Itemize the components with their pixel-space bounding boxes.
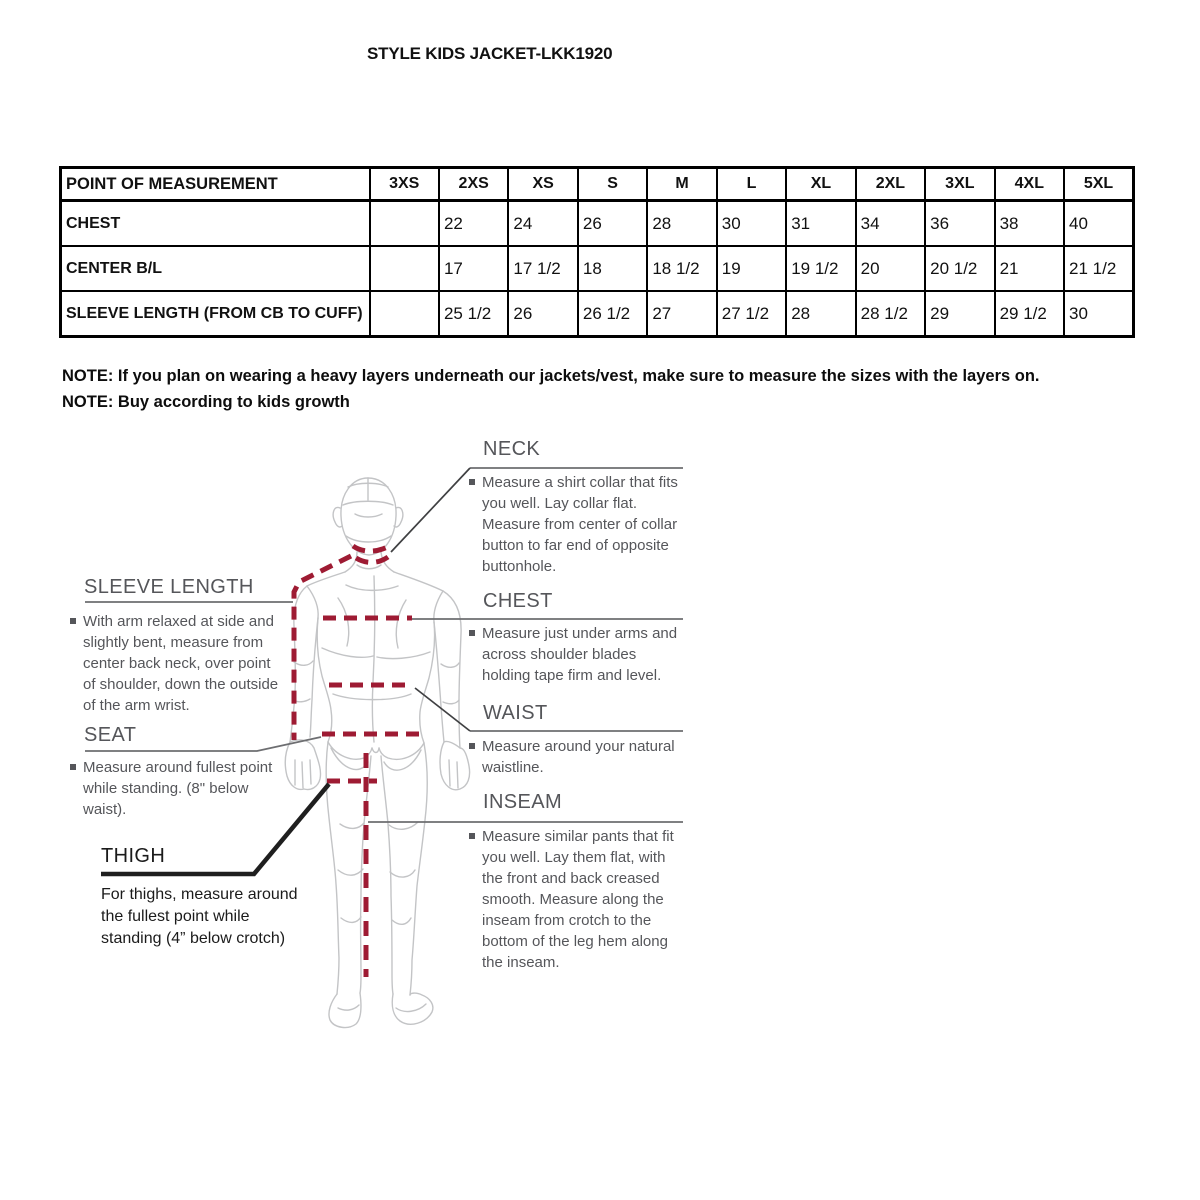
col-header-2xl: 2XL	[856, 168, 925, 201]
seat-heading: SEAT	[84, 724, 137, 746]
col-header-4xl: 4XL	[995, 168, 1064, 201]
cell	[370, 246, 439, 291]
bullet-square-icon	[469, 833, 475, 839]
size-table	[59, 166, 1135, 338]
cell: 17	[439, 246, 508, 291]
table-row-sleeve-length	[61, 291, 1134, 337]
col-header-m: M	[647, 168, 716, 201]
cell: 22	[439, 201, 508, 247]
notes-block	[62, 363, 1092, 415]
cell	[370, 291, 439, 337]
cell	[370, 201, 439, 247]
cell: 27	[647, 291, 716, 337]
table-row-chest	[61, 201, 1134, 247]
row-label: CHEST	[61, 201, 370, 247]
cell: 28	[786, 291, 855, 337]
thigh-description: For thighs, measure around the fullest point while standing (4” below crotch)	[101, 886, 298, 947]
col-header-3xs: 3XS	[370, 168, 439, 201]
cell: 18 1/2	[647, 246, 716, 291]
bullet-square-icon	[469, 743, 475, 749]
chest-heading: CHEST	[483, 590, 553, 612]
cell: 26	[508, 291, 577, 337]
col-header-l: L	[717, 168, 786, 201]
bullet-square-icon	[469, 630, 475, 636]
col-header-xs: XS	[508, 168, 577, 201]
cell: 19	[717, 246, 786, 291]
cell: 36	[925, 201, 994, 247]
note-line: NOTE: If you plan on wearing a heavy layers underneath our jackets/vest, make sure to measure the sizes with the layers on.	[62, 367, 1040, 385]
inseam-heading: INSEAM	[483, 791, 563, 813]
col-header-3xl: 3XL	[925, 168, 994, 201]
cell: 29	[925, 291, 994, 337]
cell: 34	[856, 201, 925, 247]
page-title: STYLE KIDS JACKET-LKK1920	[367, 44, 613, 63]
cell: 31	[786, 201, 855, 247]
waist-heading: WAIST	[483, 702, 548, 724]
cell: 18	[578, 246, 647, 291]
cell: 28 1/2	[856, 291, 925, 337]
col-header-5xl: 5XL	[1064, 168, 1133, 201]
cell: 26	[578, 201, 647, 247]
size-table-header-row	[61, 168, 1134, 201]
cell: 19 1/2	[786, 246, 855, 291]
thigh-heading: THIGH	[101, 845, 166, 867]
bullet-square-icon	[70, 618, 76, 624]
cell: 21	[995, 246, 1064, 291]
cell: 30	[717, 201, 786, 247]
sleeve-length-description: With arm relaxed at side and slightly bent, measure from center back neck, over point of shoulder, down the outside of the arm wrist.	[70, 611, 283, 716]
row-label: CENTER B/L	[61, 246, 370, 291]
chest-description: Measure just under arms and across shoulder blades holding tape firm and level.	[469, 623, 682, 686]
cell: 28	[647, 201, 716, 247]
col-header-xl: XL	[786, 168, 855, 201]
cell: 40	[1064, 201, 1133, 247]
neck-heading: NECK	[483, 438, 541, 460]
cell: 30	[1064, 291, 1133, 337]
waist-description: Measure around your natural waistline.	[469, 736, 682, 778]
cell: 26 1/2	[578, 291, 647, 337]
measurement-dash-lines	[294, 545, 421, 977]
cell: 21 1/2	[1064, 246, 1133, 291]
row-label: SLEEVE LENGTH (FROM CB TO CUFF)	[61, 291, 370, 337]
neck-leader-line	[391, 468, 470, 552]
table-row-center-bl	[61, 246, 1134, 291]
note-line: NOTE: Buy according to kids growth	[62, 393, 350, 411]
neck-description: Measure a shirt collar that fits you well. Lay collar flat. Measure from center of collar button to far end of opposite buttonhole.	[469, 472, 682, 577]
cell: 24	[508, 201, 577, 247]
cell: 25 1/2	[439, 291, 508, 337]
col-header-s: S	[578, 168, 647, 201]
inseam-description: Measure similar pants that fit you well. Lay them flat, with the front and back creased smooth. Measure along the inseam from crotch to the bottom of the leg hem along the inseam.	[469, 826, 682, 973]
cell: 27 1/2	[717, 291, 786, 337]
cell: 17 1/2	[508, 246, 577, 291]
col-header-point-of-measurement: POINT OF MEASUREMENT	[61, 168, 370, 201]
sleeve-length-heading: SLEEVE LENGTH	[84, 576, 254, 598]
cell: 20 1/2	[925, 246, 994, 291]
cell: 38	[995, 201, 1064, 247]
bullet-square-icon	[70, 764, 76, 770]
neck-dash-line-lower	[356, 557, 388, 562]
col-header-2xs: 2XS	[439, 168, 508, 201]
cell: 20	[856, 246, 925, 291]
cell: 29 1/2	[995, 291, 1064, 337]
bullet-square-icon	[469, 479, 475, 485]
seat-description: Measure around fullest point while standing. (8" below waist).	[70, 757, 283, 820]
